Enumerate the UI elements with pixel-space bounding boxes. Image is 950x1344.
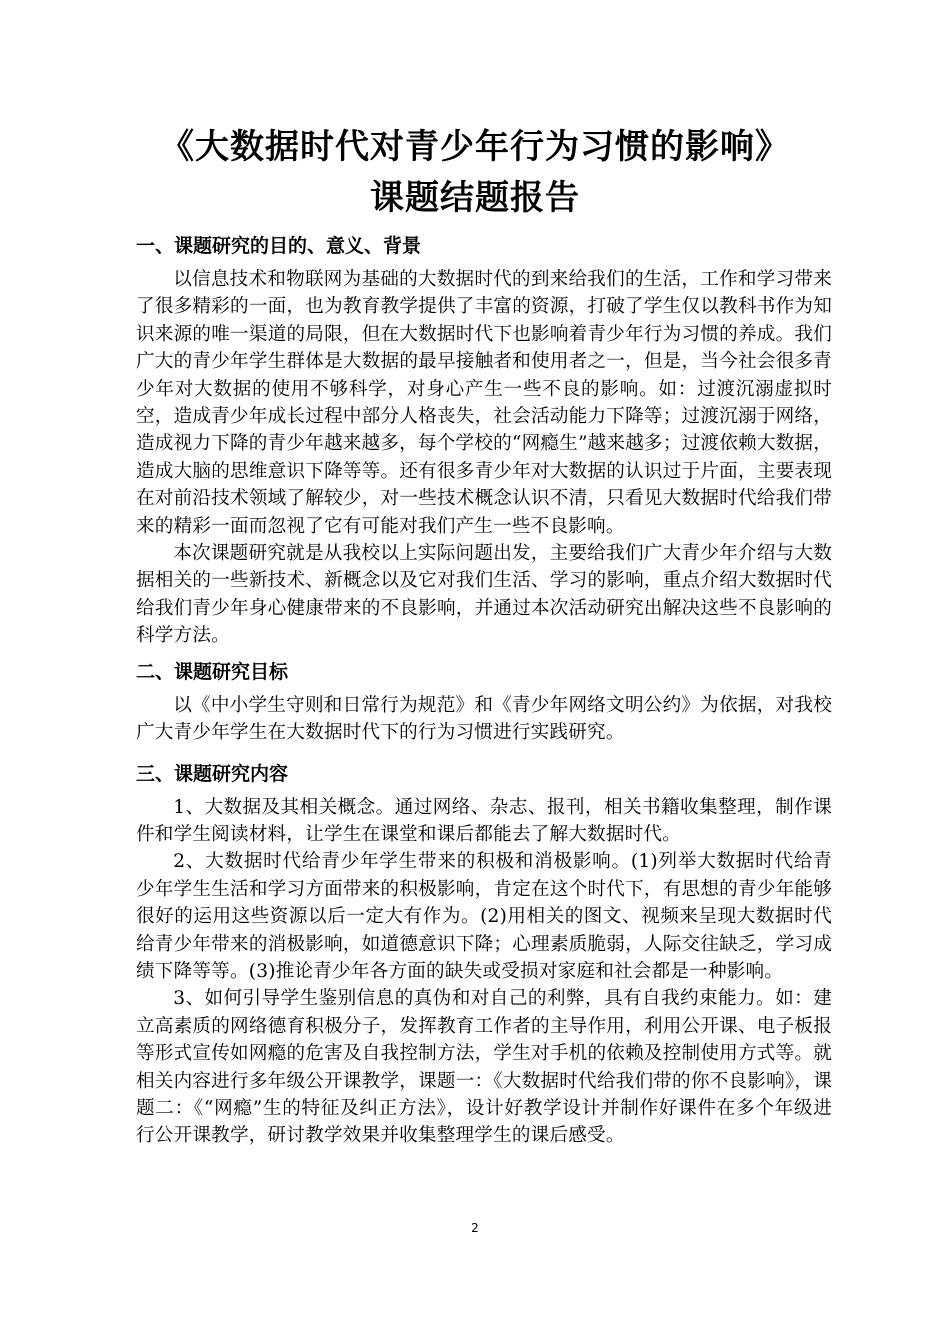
paragraph: 以《中小学生守则和日常行为规范》和《青少年网络文明公约》为依据，对我校广大青少年学生在大数据时代下的行为习惯进行实践研究。: [136, 694, 832, 744]
section-heading: 三、课题研究内容: [136, 762, 289, 785]
section-research-goals: [136, 654, 832, 747]
list-item: 3、如何引导学生鉴别信息的真伪和对自己的利弊，具有自我约束能力。如：建立高素质的网络德育积极分子，发挥教育工作者的主导作用，利用公开课、电子板报等形式宣传如网瘾的危害及自我控制方法，学生对手机的依赖及控制使用方式等。就相关内容进行多年级公开课教学，课题一：《大数据时代给我们带的你不良影响》，课题二：《“网瘾”生的特征及纠正方法》，设计好教学设计并制作好课件在多个年级进行公开课教学，研讨教学效果并收集整理学生的课后感受。: [136, 988, 832, 1147]
page-number: 2: [471, 1221, 479, 1235]
section-research-content: [136, 756, 832, 1150]
list-item: 1、大数据及其相关概念。通过网络、杂志、报刊，相关书籍收集整理，制作课件和学生阅读材料，让学生在课堂和课后都能去了解大数据时代。: [136, 796, 832, 845]
section-heading: 二、课题研究目标: [136, 660, 289, 683]
paragraph: 以信息技术和物联网为基础的大数据时代的到来给我们的生活，工作和学习带来了很多精彩的一面，也为教育教学提供了丰富的资源，打破了学生仅以教科书作为知识来源的唯一渠道的局限，但在大数据时代下也影响着青少年行为习惯的养成。我们广大的青少年学生群体是大数据的最早接触者和使用者之一，但是，当今社会很多青少年对大数据的使用不够科学，对身心产生一些不良的影响。如：过渡沉溺虚拟时空，造成青少年成长过程中部分人格丧失，社会活动能力下降等；过渡沉溺于网络，造成视力下降的青少年越来越多，每个学校的“网瘾生”越来越多；过渡依赖大数据，造成大脑的思维意识下降等等。还有很多青少年对大数据的认识过于片面，主要表现在对前沿技术领域了解较少，对一些技术概念认识不清，只看见大数据时代给我们带来的精彩一面而忽视了它有可能对我们产生一些不良影响。: [136, 269, 832, 537]
section-purpose-background: [136, 228, 832, 650]
document-title: 《大数据时代对青少年行为习惯的影响》: [160, 127, 790, 167]
paragraph: 本次课题研究就是从我校以上实际问题出发，主要给我们广大青少年介绍与大数据相关的一些新技术、新概念以及它对我们生活、学习的影响，重点介绍大数据时代给我们青少年身心健康带来的不良影响，并通过本次活动研究出解决这些不良影响的科学方法。: [136, 543, 832, 647]
list-item: 2、大数据时代给青少年学生带来的积极和消极影响。(1)列举大数据时代给青少年学生生活和学习方面带来的积极影响，肯定在这个时代下，有思想的青少年能够很好的运用这些资源以后一定大有作为。(2)用相关的图文、视频来呈现大数据时代给青少年带来的消极影响，如道德意识下降；心理素质脆弱，人际交往缺乏，学习成绩下降等等。(3)推论青少年各方面的缺失或受损对家庭和社会都是一种影响。: [136, 851, 832, 982]
document-body: [136, 228, 832, 1150]
document-subtitle: 课题结题报告: [370, 178, 580, 218]
section-heading: 一、课题研究的目的、意义、背景: [136, 235, 422, 257]
